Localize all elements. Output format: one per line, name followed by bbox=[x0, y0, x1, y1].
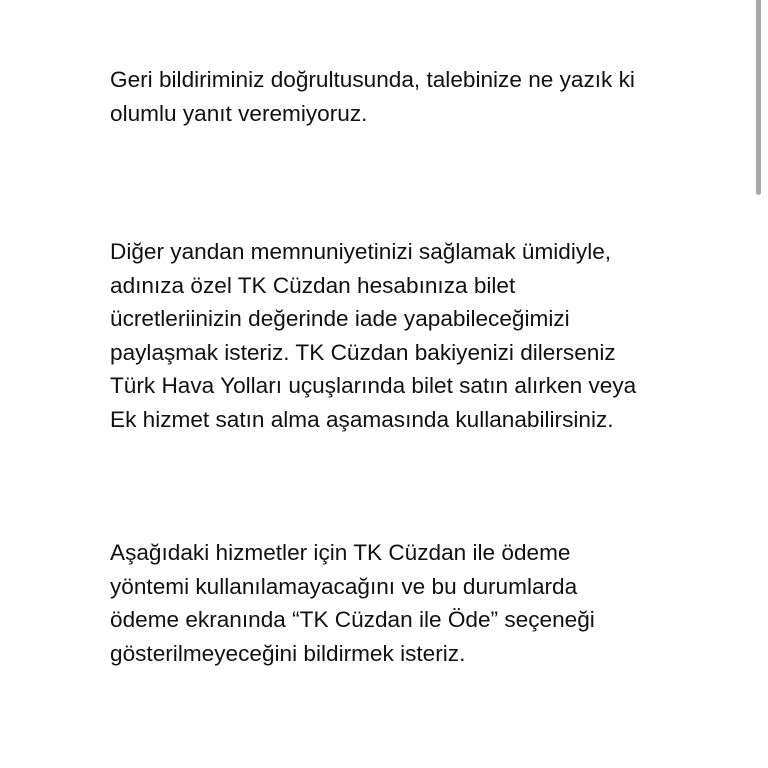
text-line: Türk Hava Yolları uçuşlarında bilet satın alırken veya bbox=[110, 373, 637, 399]
text-line: paylaşmak isteriz. TK Cüzdan bakiyenizi dilerseniz bbox=[110, 339, 616, 365]
text-line: gösterilmeyeceğini bildirmek isteriz. bbox=[110, 640, 466, 666]
text-line: Ek hizmet satın alma aşamasında kullanabilirsiniz. bbox=[110, 406, 614, 432]
paragraph-wallet-refund bbox=[110, 235, 636, 437]
text-line: Geri bildiriminiz doğrultusunda, talebinize ne yazık ki bbox=[110, 67, 635, 92]
text-line: adınıza özel TK Cüzdan hesabınıza bilet bbox=[110, 272, 516, 298]
paragraph-wallet-restrictions bbox=[110, 536, 595, 670]
vertical-scrollbar[interactable] bbox=[756, 0, 761, 195]
text-line: Aşağıdaki hizmetler için TK Cüzdan ile ödeme bbox=[110, 540, 571, 565]
text-line: Diğer yandan memnuniyetinizi sağlamak ümidiyle, bbox=[110, 239, 612, 264]
text-line: olumlu yanıt veremiyoruz. bbox=[110, 100, 368, 126]
text-line: yöntemi kullanılamayacağını ve bu durumlarda bbox=[110, 573, 578, 599]
text-line: ücretleriinizin değerinde iade yapabileceğimizi bbox=[110, 306, 570, 332]
paragraph-rejection bbox=[110, 63, 635, 130]
text-line: ödeme ekranında “TK Cüzdan ile Öde” seçeneği bbox=[110, 607, 595, 633]
